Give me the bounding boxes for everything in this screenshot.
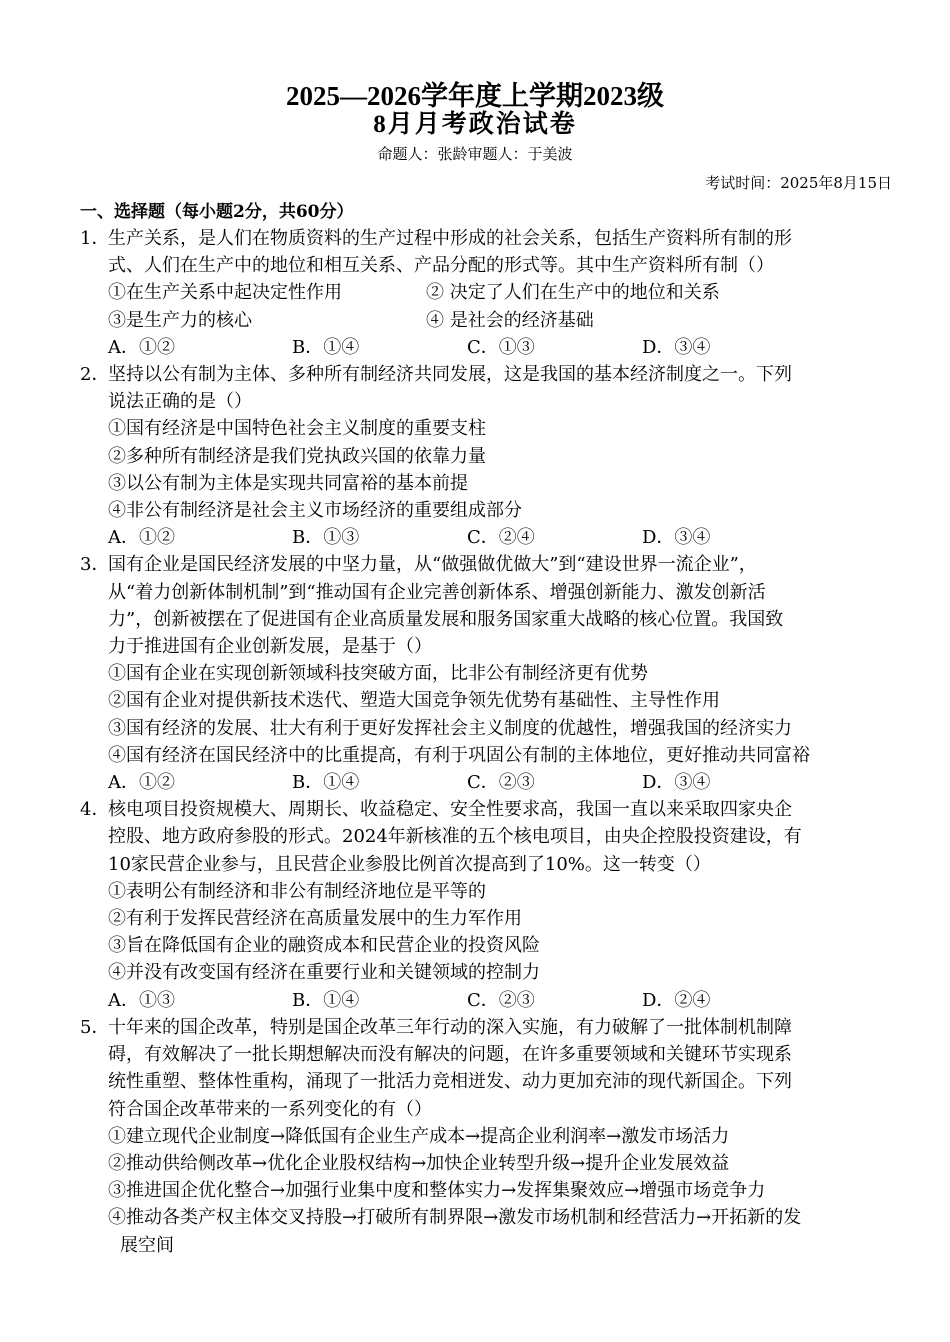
choice-d: D．③④: [642, 772, 711, 794]
choice-a: A．①③: [108, 989, 175, 1011]
choice-b: B．①③: [292, 527, 360, 549]
statement: ②国有企业对提供新技术迭代、塑造大国竞争领先优势有基础性、主导性作用: [108, 690, 720, 712]
choice-b: B．①④: [292, 989, 360, 1011]
question-number: 2．: [80, 364, 110, 386]
answer-choices: [80, 524, 900, 551]
question-stem: 控股、地方政府参股的形式。2024年新核准的五个核电项目，由央企控股投资建设，有: [108, 826, 802, 848]
question-stem: 坚持以公有制为主体、多种所有制经济共同发展，这是我国的基本经济制度之一。下列: [108, 364, 792, 386]
question-stem: 生产关系，是人们在物质资料的生产过程中形成的社会关系，包括生产资料所有制的形: [108, 228, 792, 249]
choice-a: A．①②: [108, 772, 175, 794]
question-4: [80, 796, 900, 1014]
statement: ④ 是社会的经济基础: [426, 309, 594, 331]
answer-choices: [80, 987, 900, 1014]
question-number: 5．: [80, 1016, 110, 1038]
statement: ③国有经济的发展、壮大有利于更好发挥社会主义制度的优越性，增强我国的经济实力: [108, 717, 792, 739]
statement: ② 决定了人们在生产中的地位和关系: [426, 282, 720, 304]
choice-c: C．①③: [467, 336, 535, 358]
question-2: [80, 361, 900, 551]
question-stem: 从“着力创新体制机制”到“推动国有企业完善创新体系、增强创新能力、激发创新活: [108, 581, 766, 603]
choice-d: D．③④: [642, 527, 711, 549]
statement: ①国有企业在实现创新领域科技突破方面，比非公有制经济更有优势: [108, 663, 648, 685]
question-stem: 核电项目投资规模大、周期长、收益稳定、安全性要求高，我国一直以来采取四家央企: [108, 799, 792, 821]
exam-time: 考试时间：2025年8月15日: [705, 174, 892, 192]
question-number: 1．: [80, 228, 110, 249]
question-stem: 统性重塑、整体性重构，涌现了一批活力竞相迸发、动力更加充沛的现代新国企。下列: [108, 1071, 792, 1093]
statement: ③推进国企优化整合→加强行业集中度和整体实力→发挥集聚效应→增强市场竞争力: [108, 1180, 766, 1202]
question-stem: 式、人们在生产中的地位和相互关系、产品分配的形式等。其中生产资料所有制（）: [108, 255, 774, 277]
exam-title-line1: 2025—2026学年度上学期2023级: [286, 81, 664, 111]
question-stem: 力于推进国有企业创新发展，是基于（）: [108, 636, 432, 658]
question-stem: 说法正确的是（）: [108, 391, 252, 413]
question-stem: 符合国企改革带来的一系列变化的有（）: [108, 1098, 432, 1120]
exam-title-line2: 8月月考政治试卷: [373, 111, 577, 138]
question-1: [80, 225, 900, 361]
choice-c: C．②④: [467, 527, 535, 549]
statement: ②多种所有制经济是我们党执政兴国的依靠力量: [108, 445, 486, 467]
statement: ②推动供给侧改革→优化企业股权结构→加快企业转型升级→提升企业发展效益: [108, 1152, 730, 1174]
question-5: [80, 1014, 900, 1259]
exam-authors: 命题人：张龄审题人：于美波: [377, 145, 573, 163]
statement: ④国有经济在国民经济中的比重提高，有利于巩固公有制的主体地位，更好推动共同富裕: [108, 744, 810, 766]
statement: ①建立现代企业制度→降低国有企业生产成本→提高企业利润率→激发市场活力: [108, 1125, 730, 1147]
choice-d: D．②④: [642, 989, 711, 1011]
statement: ③以公有制为主体是实现共同富裕的基本前提: [108, 472, 468, 494]
question-stem: 碍，有效解决了一批长期想解决而没有解决的问题，在许多重要领域和关键环节实现系: [108, 1044, 792, 1066]
choice-c: C．②③: [467, 989, 535, 1011]
choice-d: D．③④: [642, 336, 711, 358]
choice-b: B．①④: [292, 336, 360, 358]
question-list: [80, 225, 900, 1259]
question-stem: 十年来的国企改革，特别是国企改革三年行动的深入实施，有力破解了一批体制机制障: [108, 1016, 792, 1038]
choice-a: A．①②: [108, 527, 175, 549]
choice-a: A．①②: [108, 336, 175, 358]
choice-c: C．②③: [467, 772, 535, 794]
question-stem: 10家民营企业参与，且民营企业参股比例首次提高到了10%。这一转变（）: [108, 853, 711, 875]
question-3: [80, 551, 900, 796]
statement: ④非公有制经济是社会主义市场经济的重要组成部分: [108, 500, 522, 522]
question-stem: 力”，创新被摆在了促进国有企业高质量发展和服务国家重大战略的核心位置。我国致: [108, 608, 784, 630]
statement: ①国有经济是中国特色社会主义制度的重要支柱: [108, 418, 486, 440]
statement: ②有利于发挥民营经济在高质量发展中的生力军作用: [108, 908, 522, 930]
statement: ④并没有改变国有经济在重要行业和关键领域的控制力: [108, 962, 540, 984]
answer-choices: [80, 769, 900, 796]
choice-b: B．①④: [292, 772, 360, 794]
statement: ③旨在降低国有企业的融资成本和民营企业的投资风险: [108, 935, 540, 957]
statement: ④推动各类产权主体交叉持股→打破所有制界限→激发市场机制和经营活力→开拓新的发: [108, 1207, 802, 1229]
statement-continuation: 展空间: [120, 1234, 174, 1256]
statement: ①表明公有制经济和非公有制经济地位是平等的: [108, 880, 486, 902]
statement: ③是生产力的核心: [108, 309, 252, 331]
statement: ①在生产关系中起决定性作用: [108, 282, 342, 304]
question-number: 3．: [80, 554, 110, 576]
answer-choices: [80, 334, 900, 361]
section-title: 一、选择题（每小题2分，共60分）: [80, 202, 354, 222]
question-stem: 国有企业是国民经济发展的中坚力量，从“做强做优做大”到“建设世界一流企业”，: [108, 554, 757, 576]
question-number: 4．: [80, 799, 110, 821]
